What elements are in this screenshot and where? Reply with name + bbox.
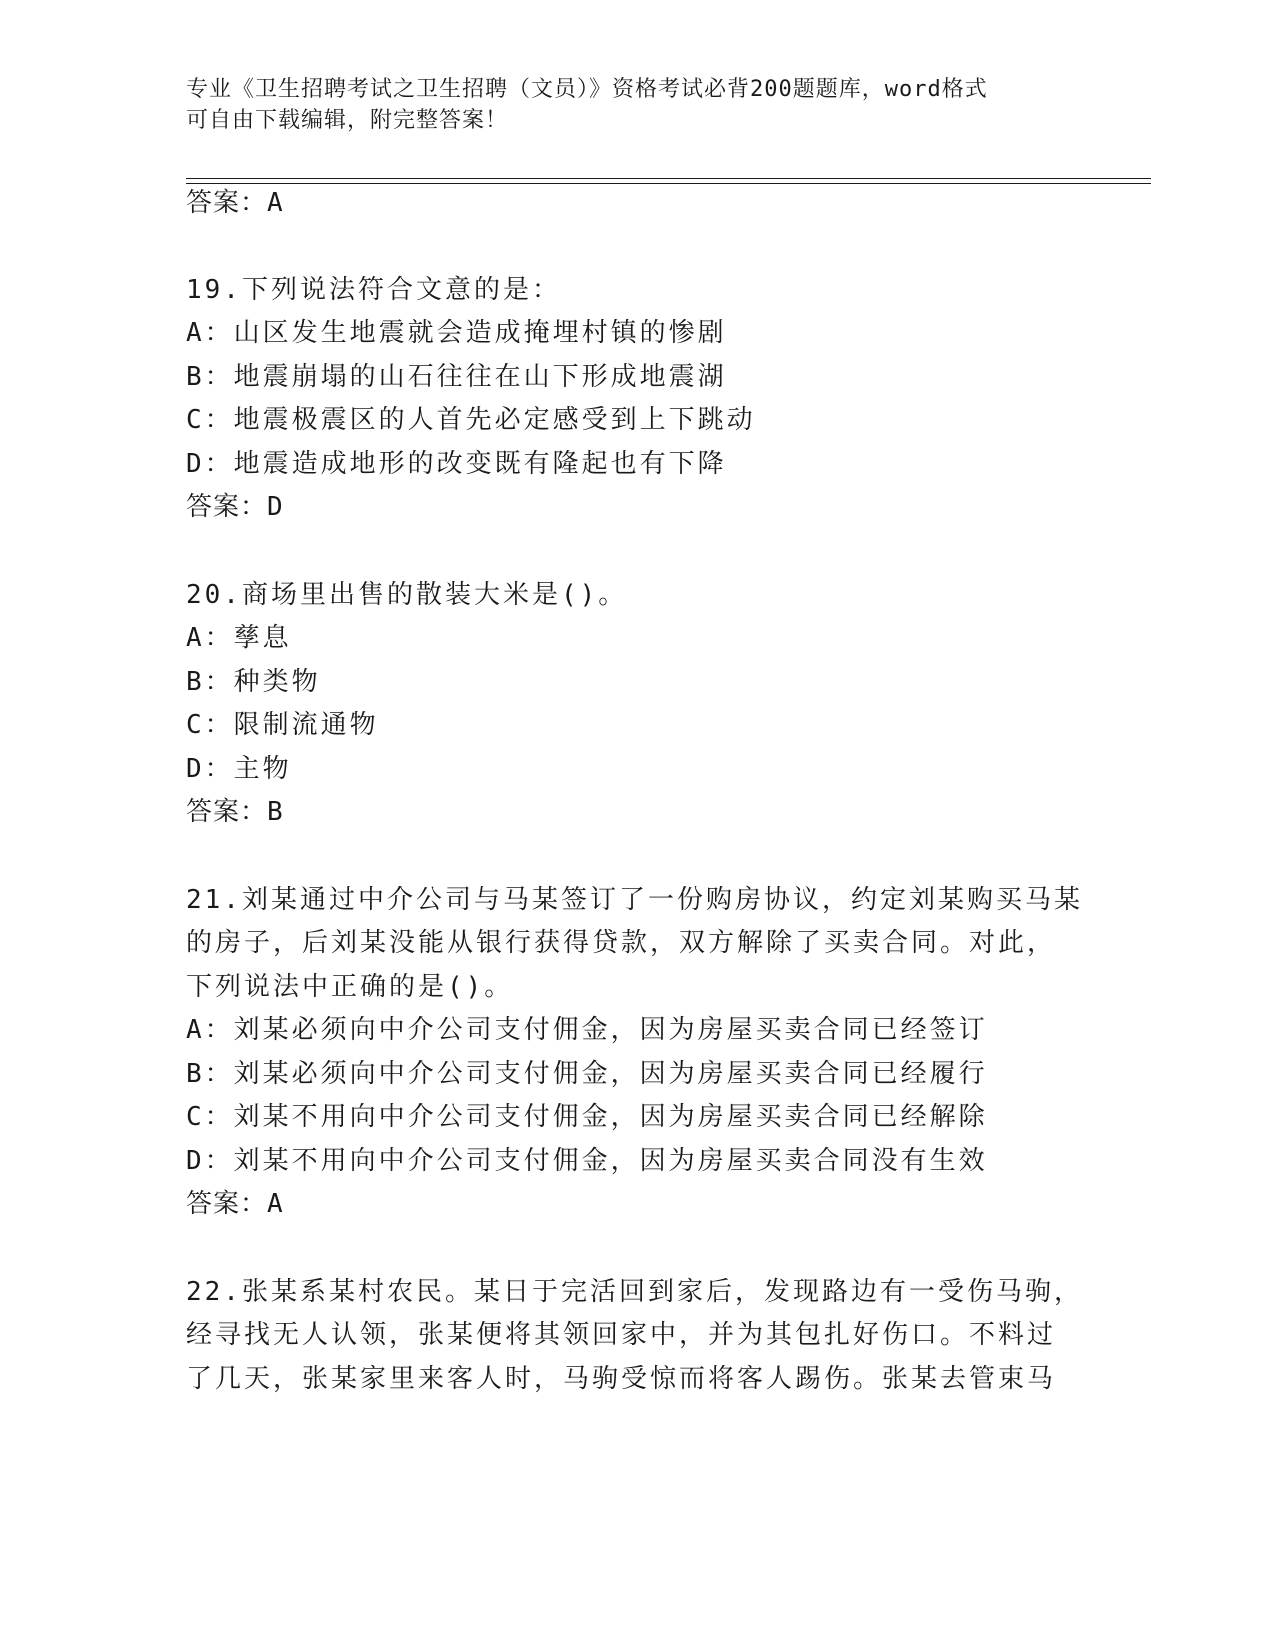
question-20-stem: 20.商场里出售的散装大米是()。 (186, 580, 628, 610)
question-21-stem-line-1: 21.刘某通过中介公司与马某签订了一份购房协议，约定刘某购买马某 (186, 885, 1083, 915)
header-line-1: 专业《卫生招聘考试之卫生招聘（文员）》资格考试必背200题题库，word格式 (186, 77, 988, 102)
answer-20: 答案：B (186, 797, 284, 827)
question-19-option-c: C：地震极震区的人首先必定感受到上下跳动 (186, 405, 756, 435)
question-21-option-c: C：刘某不用向中介公司支付佣金，因为房屋买卖合同已经解除 (186, 1102, 988, 1132)
document-header (186, 74, 1066, 136)
question-21-stem-line-3: 下列说法中正确的是()。 (186, 972, 514, 1002)
question-22-stem-line-3: 了几天，张某家里来客人时，马驹受惊而将客人踢伤。张某去管束马 (186, 1364, 1057, 1394)
header-divider-top (186, 178, 1151, 179)
answer-19: 答案：D (186, 492, 284, 522)
answer-18: 答案：A (186, 188, 284, 218)
question-21-option-a: A：刘某必须向中介公司支付佣金，因为房屋买卖合同已经签订 (186, 1015, 988, 1045)
question-19-stem: 19.下列说法符合文意的是： (186, 275, 561, 305)
header-divider-bottom (186, 183, 1151, 184)
header-line-2: 可自由下载编辑，附完整答案！ (186, 108, 509, 133)
question-19-option-b: B：地震崩塌的山石往往在山下形成地震湖 (186, 362, 727, 392)
question-20-option-a: A：孳息 (186, 623, 292, 653)
question-19-option-d: D：地震造成地形的改变既有隆起也有下降 (186, 449, 727, 479)
question-20-option-c: C：限制流通物 (186, 710, 379, 740)
question-22-stem-line-2: 经寻找无人认领，张某便将其领回家中，并为其包扎好伤口。不料过 (186, 1320, 1057, 1350)
question-21-option-d: D：刘某不用向中介公司支付佣金，因为房屋买卖合同没有生效 (186, 1146, 988, 1176)
question-21-stem-line-2: 的房子，后刘某没能从银行获得贷款，双方解除了买卖合同。对此， (186, 928, 1057, 958)
question-20-option-b: B：种类物 (186, 667, 321, 697)
question-22-stem-line-1: 22.张某系某村农民。某日于完活回到家后，发现路边有一受伤马驹， (186, 1277, 1083, 1307)
answer-21: 答案：A (186, 1189, 284, 1219)
question-19-option-a: A：山区发生地震就会造成掩埋村镇的惨剧 (186, 318, 727, 348)
question-21-option-b: B：刘某必须向中介公司支付佣金，因为房屋买卖合同已经履行 (186, 1059, 988, 1089)
question-20-option-d: D：主物 (186, 754, 292, 784)
